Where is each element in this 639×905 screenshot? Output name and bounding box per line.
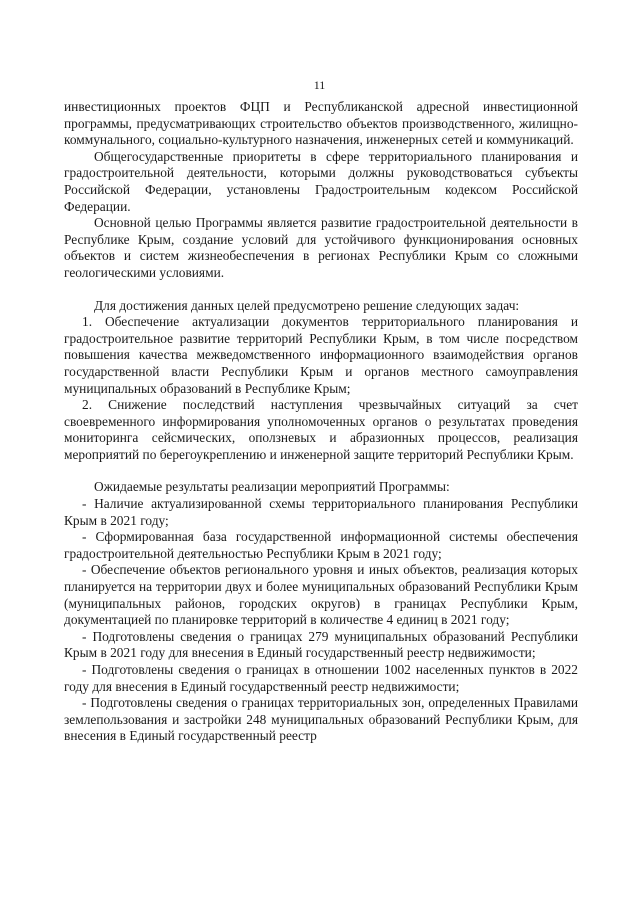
result-item-2: - Сформированная база государственной информационной системы обеспечения градостроительной деятельностью Республики Крым в 2021 году;: [64, 529, 578, 561]
paragraph-main-goal: Основной целью Программы является развитие градостроительной деятельности в Республике Крым, создание условий для устойчивого функционирования основных объектов и систем жизнеобеспечения в регионах Республики Крым со сложными геологическими условиями.: [64, 215, 578, 280]
tasks-intro: Для достижения данных целей предусмотрено решение следующих задач:: [94, 297, 520, 313]
document-body: [64, 99, 578, 745]
task-item-1: 1. Обеспечение актуализации документов территориального планирования и градостроительное развитие территорий Республики Крым, в том числе посредством повышения качества межведомственного информационного взаимодействия органов государственной власти Республики Крым и органов местного самоуправления муниципальных образований в Республике Крым;: [64, 314, 578, 396]
page-number: 11: [313, 78, 326, 92]
result-item-4: - Подготовлены сведения о границах 279 муниципальных образований Республики Крым в 2021 году для внесения в Единый государственный реестр недвижимости;: [64, 628, 578, 661]
paragraph-continuation: инвестиционных проектов ФЦП и Республиканской адресной инвестиционной программы, предусматривающих строительство объектов производственного, жилищно-коммунального, социально-культурного назначения, инженерных сетей и коммуникаций.: [64, 99, 578, 148]
paragraph-priorities: Общегосударственные приоритеты в сфере территориального планирования и градостроительной деятельности, которыми должны руководствоваться субъекты Российской Федерации, установлены Градостроительным кодексом Российской Федерации.: [64, 148, 578, 214]
result-item-5: - Подготовлены сведения о границах в отношении 1002 населенных пунктов в 2022 году для внесения в Единый государственный реестр недвижимости;: [64, 662, 578, 694]
result-item-1: - Наличие актуализированной схемы территориального планирования Республики Крым в 2021 году;: [64, 496, 578, 528]
results-intro: Ожидаемые результаты реализации мероприятий Программы:: [94, 479, 450, 495]
result-item-6: - Подготовлены сведения о границах территориальных зон, определенных Правилами землепользования и застройки 248 муниципальных образований Республики Крым, для внесения в Единый государственный реестр: [64, 695, 578, 744]
result-item-3: - Обеспечение объектов регионального уровня и иных объектов, реализация которых планируется на территории двух и более муниципальных образований Республики Крым (муниципальных районов, городских округов) в границах Республики Крым, документацией по планировке территорий в количестве 4 единиц в 2021 году;: [64, 562, 578, 628]
task-item-2: 2. Снижение последствий наступления чрезвычайных ситуаций за счет своевременного информирования уполномоченных органов о результатах проведения мониторинга сейсмических, оползневых и абразионных процессов, реализация мероприятий по берегоукреплению и инженерной защите территорий Республики Крым.: [64, 397, 578, 462]
